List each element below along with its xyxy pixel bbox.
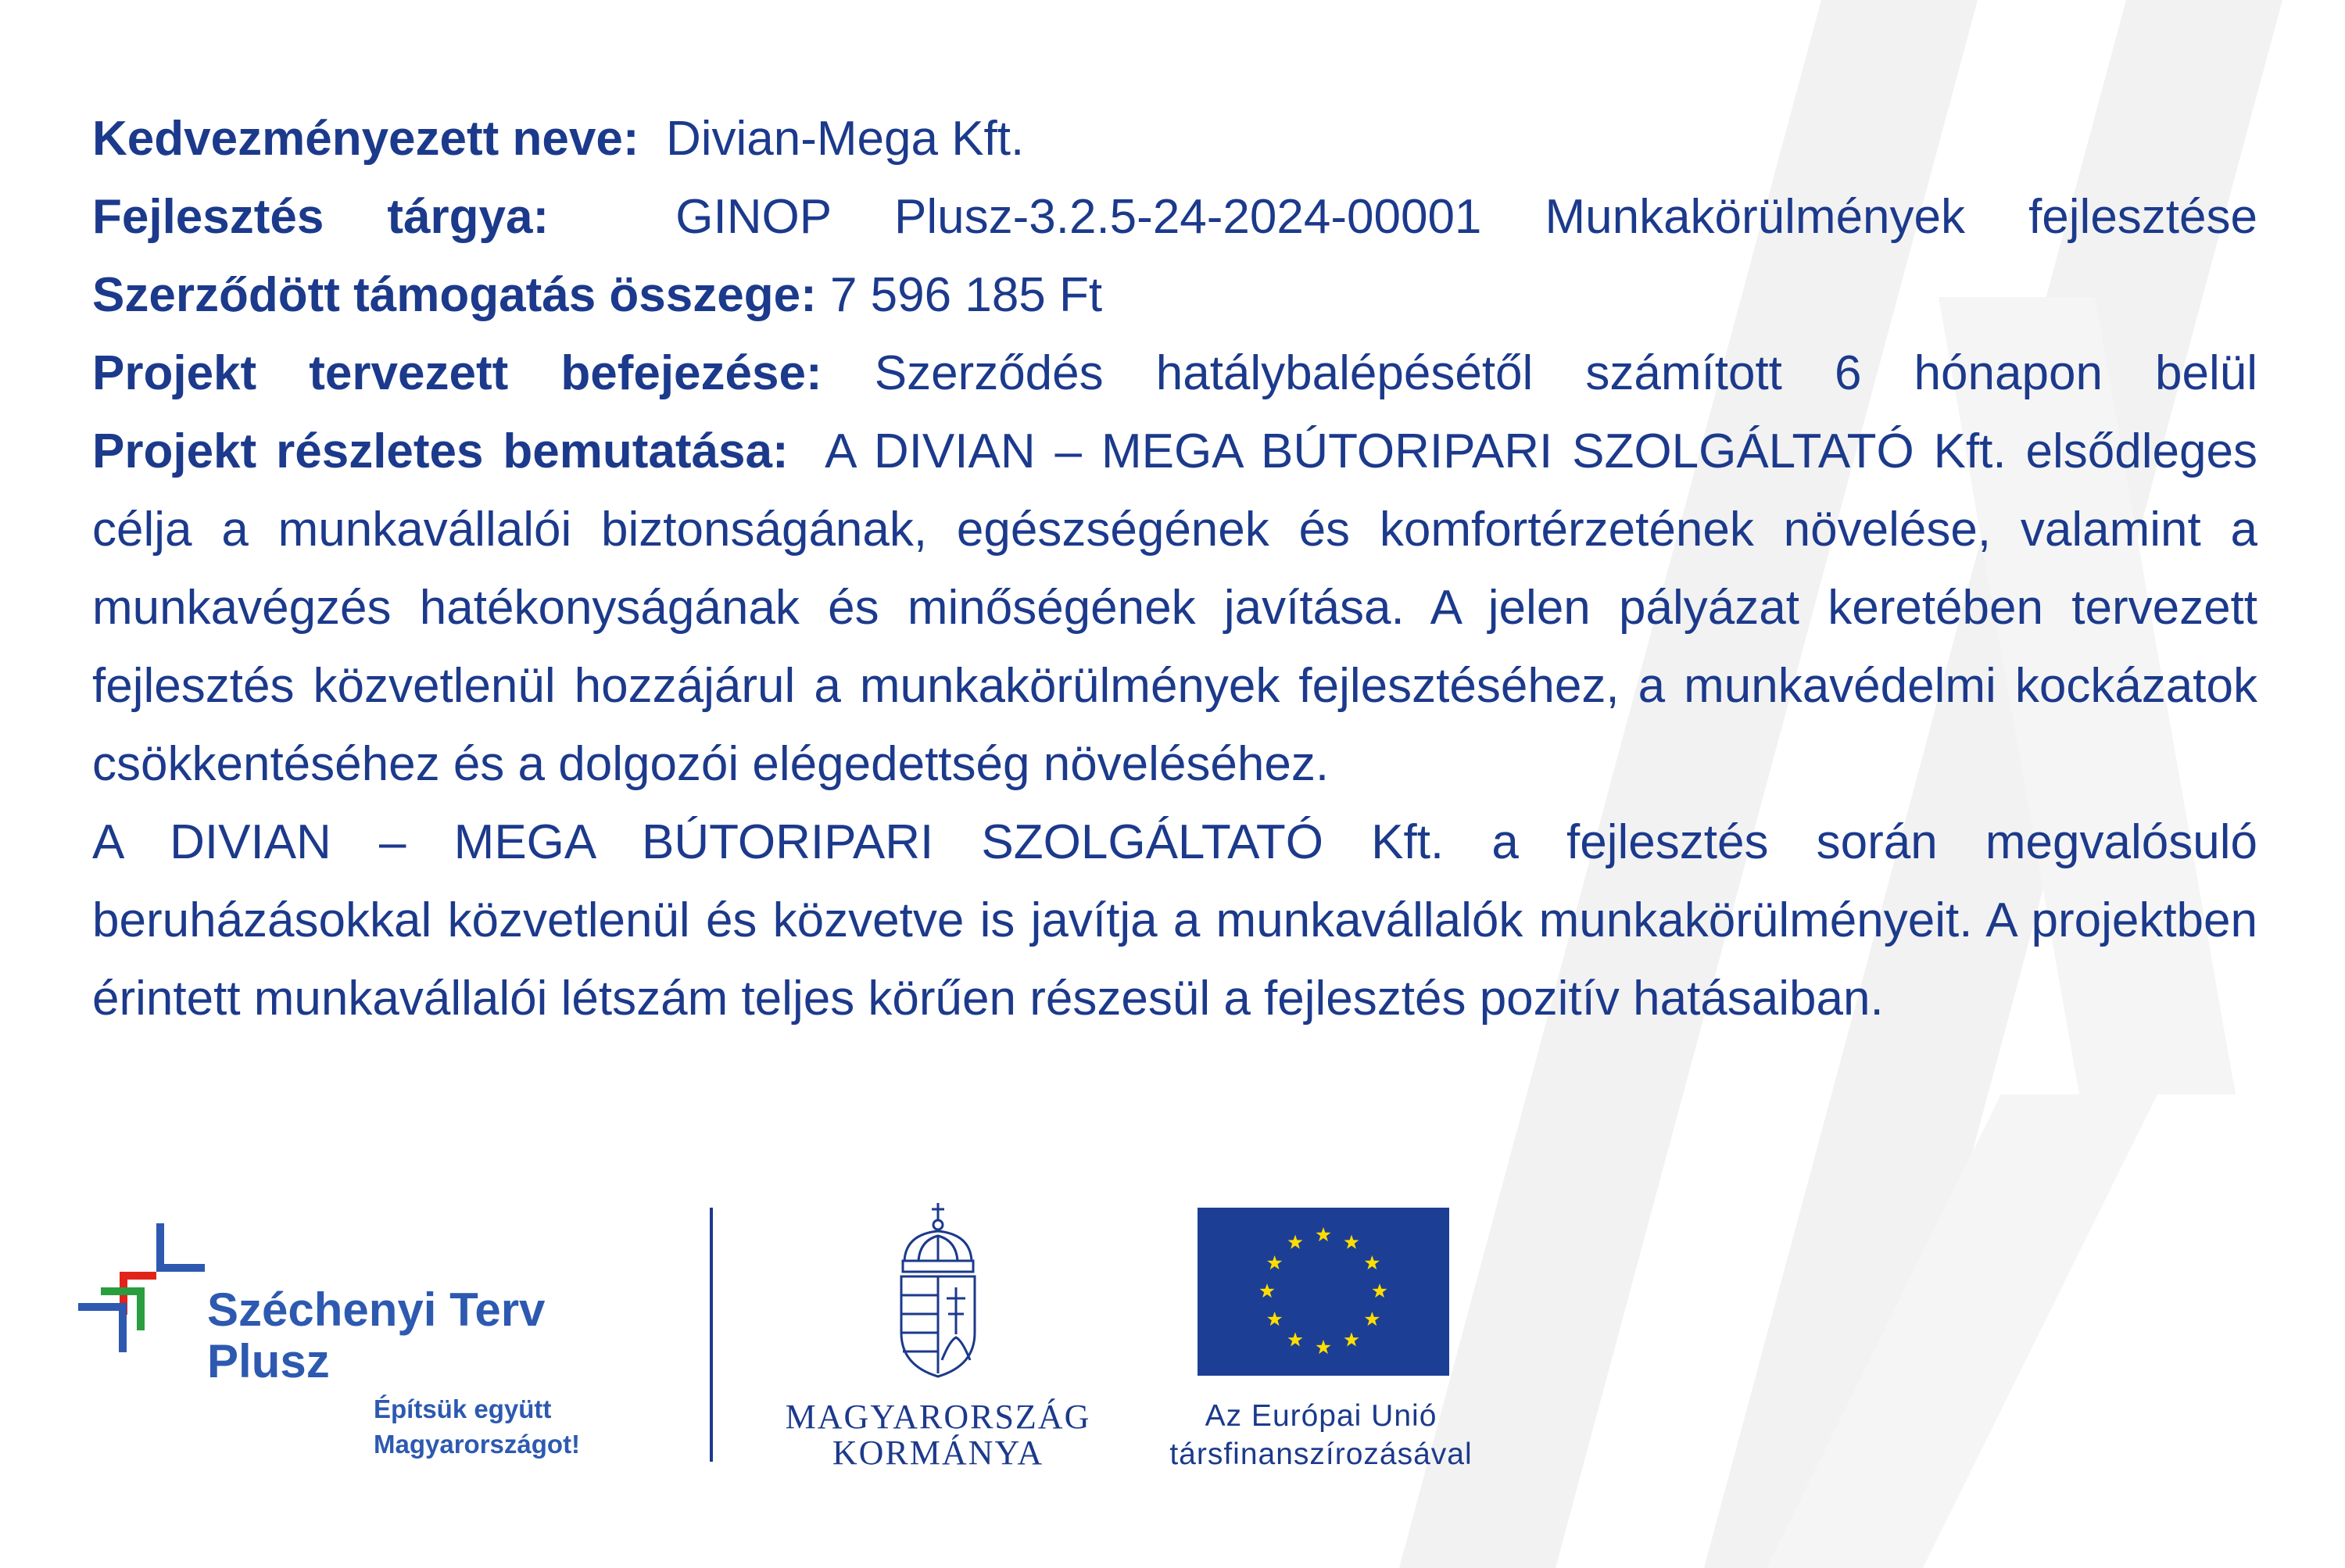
beneficiary-value: Divian-Mega Kft.: [665, 112, 1025, 166]
logo-divider: [710, 1208, 713, 1462]
details-paragraph-2: A DIVIAN – MEGA BÚTORIPARI SZOLGÁLTATÓ Kft. a fejlesztés során megvalósuló beruházásokkal közvetlenül és közvetve is javítja a munkavállalók munkakörülményeit. A projektben érintett munkavállalói létszám teljes körűen részesül a fejlesztés pozitív hatásaiban.: [92, 815, 2257, 1026]
hungary-line2: KORMÁNYA: [832, 1434, 1044, 1472]
beneficiary-label: Kedvezményezett neve:: [92, 112, 639, 166]
szechenyi-title-line2: Plusz: [207, 1335, 330, 1387]
completion-label: Projekt tervezett befejezése:: [92, 346, 822, 400]
completion-value: Szerződés hatálybalépésétől számított 6 hónapon belül: [874, 346, 2257, 400]
eu-line1: Az Európai Unió: [1205, 1399, 1437, 1433]
logo-footer: [0, 1196, 1563, 1493]
beneficiary-row: [92, 100, 2257, 178]
amount-value: 7 596 185 Ft: [829, 268, 1103, 322]
amount-row: [92, 256, 2257, 335]
subject-row: [92, 178, 2257, 256]
szechenyi-cross-icon: [78, 1223, 211, 1356]
project-info: [92, 100, 2257, 1038]
szechenyi-tagline-line2: Magyarországot!: [374, 1430, 581, 1459]
details-value: A DIVIAN – MEGA BÚTORIPARI SZOLGÁLTATÓ Kft. elsődleges célja a munkavállalói biztonságának, egészségének és komfortérzetének növelése, valamint a munkavégzés hatékonyságának és minőségének javítása. A jelen pályázat keretében tervezett fejlesztés közvetlenül hozzájárul a munkakörülmények fejlesztéséhez, a munkavédelmi kockázatok csökkentéséhez és a dolgozói elégedettség növeléséhez.: [92, 424, 2257, 791]
szechenyi-tagline: [374, 1391, 655, 1462]
coat-of-arms-icon: [887, 1200, 989, 1380]
subject-value: GINOP Plusz-3.2.5-24-2024-00001 Munkakörülmények fejlesztése: [675, 190, 2257, 244]
details-label: Projekt részletes bemutatása:: [92, 424, 789, 478]
szechenyi-tagline-line1: Építsük együtt: [374, 1394, 552, 1423]
subject-label: Fejlesztés tárgya:: [92, 190, 550, 244]
details-row: [92, 413, 2257, 804]
eu-flag-icon: [1198, 1208, 1449, 1376]
amount-label: Szerződött támogatás összege:: [92, 268, 817, 322]
szechenyi-title-line1: Széchenyi Terv: [207, 1283, 546, 1336]
eu-line2: társfinanszírozásával: [1169, 1437, 1473, 1471]
hungary-line1: MAGYARORSZÁG: [785, 1398, 1091, 1436]
szechenyi-title: [207, 1284, 676, 1387]
completion-row: [92, 335, 2257, 413]
